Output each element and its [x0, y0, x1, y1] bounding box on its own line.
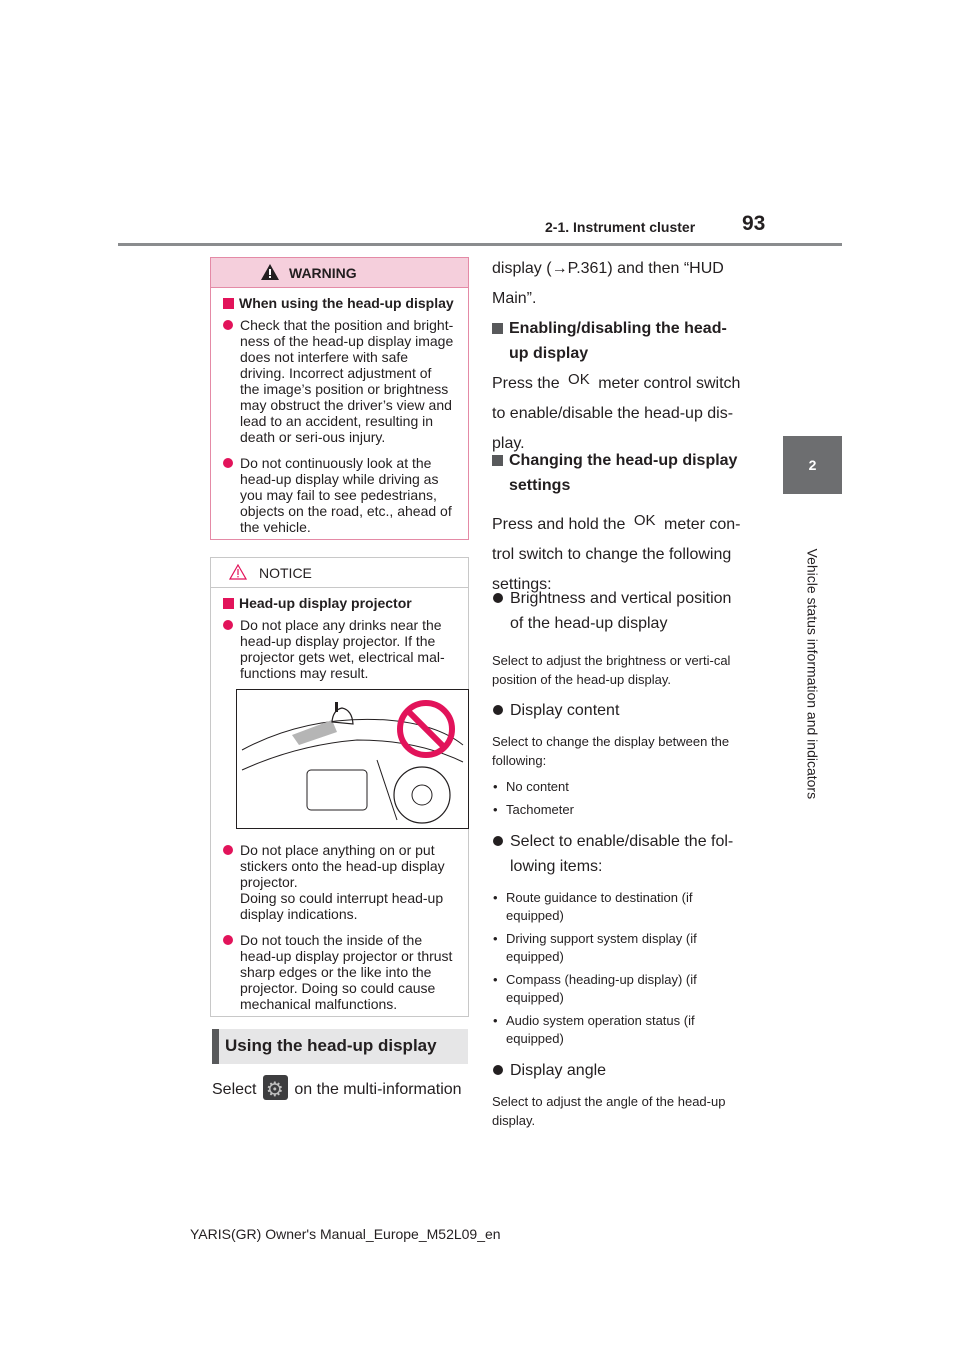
bullet-dot-icon: [223, 620, 233, 630]
settings-list: [492, 586, 747, 1130]
projector-illustration: [236, 689, 469, 829]
notice-subhead: Head-up display projector: [223, 595, 454, 611]
setting-angle-desc: Select to adjust the angle of the head-up display.: [492, 1094, 726, 1128]
bullet-dot-icon: [223, 320, 233, 330]
select-instruction-cont: display (→P.361) and then “HUD Main”.: [492, 260, 724, 307]
section-heading-text: Using the head-up display: [225, 1036, 437, 1055]
bullet-dot-icon: [223, 935, 233, 945]
notice-header: [211, 558, 468, 588]
content-item: • Tachometer: [492, 801, 747, 819]
square-bullet-icon: [223, 598, 234, 609]
heading-change: Changing the head-up display settings: [492, 448, 752, 498]
prohibited-icon: [395, 698, 457, 760]
notice-bullet: Do not place any drinks near the head-up display projector. If the projector gets wet, electrical mal-functions may result.: [223, 617, 454, 681]
ok-button-icon: OK: [633, 512, 656, 529]
gear-icon: [263, 1075, 288, 1100]
heading-enable: Enabling/disabling the head- up display: [492, 316, 752, 366]
enable-item: • Audio system operation status (if equipped): [492, 1012, 747, 1048]
setting-enable-items: Select to enable/disable the fol-lowing items:: [492, 829, 747, 879]
chapter-tab: [783, 436, 842, 494]
warning-icon: [261, 264, 279, 280]
setting-brightness-desc: Select to adjust the brightness or verti-cal position of the head-up display.: [492, 653, 731, 687]
notice-title: NOTICE: [259, 565, 312, 581]
enable-item: • Route guidance to destination (if equipped): [492, 889, 747, 925]
enable-text: Press the OK meter control switch to enable/disable the head-up dis-play.: [492, 365, 752, 459]
bullet-dot-icon: [223, 458, 233, 468]
enable-heading: [492, 316, 752, 366]
footer-text: YARIS(GR) Owner's Manual_Europe_M52L09_en: [190, 1226, 501, 1242]
select-instruction: Select ⚙ on the multi-information: [212, 1075, 472, 1105]
setting-brightness: Brightness and vertical position of the head-up display: [492, 586, 747, 636]
setting-angle: Display angle: [492, 1058, 747, 1083]
change-text: Press and hold the OK meter con- trol switch to change the following settings:: [492, 506, 752, 600]
enable-item: • Compass (heading-up display) (if equipped): [492, 971, 747, 1007]
section-heading: [212, 1029, 468, 1064]
heading-accent: [212, 1029, 219, 1064]
warning-box: [210, 257, 469, 540]
ok-button-icon: OK: [568, 371, 590, 388]
notice-box: [210, 557, 469, 1017]
section-title: 2-1. Instrument cluster: [545, 219, 696, 235]
square-bullet-icon: [223, 298, 234, 309]
warning-bullet: Do not continuously look at the head-up display while driving as you may fail to see pedestrians, objects on the road, etc., ahead of the vehicle.: [223, 455, 454, 535]
caution-icon: [229, 564, 247, 580]
change-heading: [492, 448, 752, 498]
bullet-dot-icon: [223, 845, 233, 855]
warning-header: [211, 258, 468, 288]
setting-content: Display content: [492, 698, 747, 723]
content-item: • No content: [492, 778, 747, 796]
enable-item: • Driving support system display (if equipped): [492, 930, 747, 966]
warning-bullet: Check that the position and bright-ness of the head-up display image does not interfere with safe driving. Incorrect adjustment of the image’s position or brightness may obstruct the driver’s view and lead to an accident, resulting in death or seri-ous injury.: [223, 317, 454, 445]
chapter-number: 2: [808, 457, 817, 473]
header-rule: [118, 243, 842, 246]
notice-bullet: Do not place anything on or put stickers onto the head-up display projector. Doing so could interrupt head-up display indications.: [223, 842, 454, 922]
warning-subhead: When using the head-up display: [223, 295, 454, 311]
chapter-label: Vehicle status information and indicators: [804, 548, 821, 800]
notice-bullet: Do not touch the inside of the head-up display projector or thrust sharp edges or the like into the projector. Doing so could cause mechanical malfunctions.: [223, 932, 454, 1012]
warning-title: WARNING: [289, 265, 357, 281]
setting-content-desc: Select to change the display between the following:: [492, 734, 730, 768]
page-number: 93: [742, 212, 766, 235]
